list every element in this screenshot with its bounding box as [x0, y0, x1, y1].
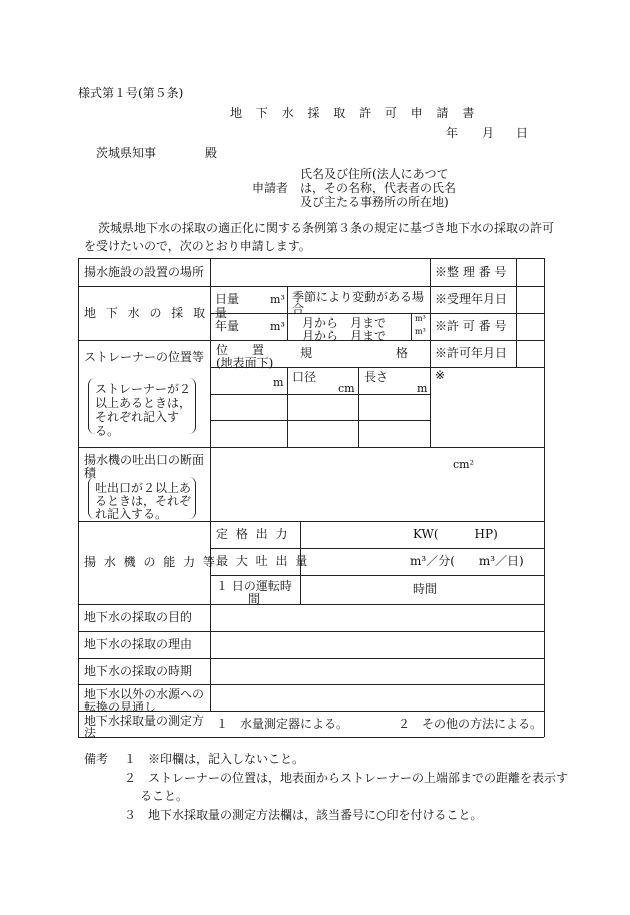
note-2a: ２ ストレーナーの位置は，地表面からストレーナーの上端部までの距離を表示す	[124, 771, 569, 785]
note-2b: ること。	[140, 789, 189, 803]
amount-label: 地 下 水 の 採 取 量	[84, 305, 230, 320]
strainer-note-4: る。	[95, 424, 120, 438]
note-3: ３ 地下水採取量の測定方法欄は，該当番号に○印を付けること。	[124, 808, 483, 822]
outlet-note-1: 吐出口が２以上あ	[95, 481, 192, 495]
date-month: 月	[482, 126, 495, 140]
max-discharge-label: 最 大 吐 出 量	[216, 554, 310, 568]
applicant-note-1: 氏名及び住所(法人にあつて	[300, 167, 449, 181]
period-label: 地下水の採取の時期	[84, 663, 193, 678]
seasonal-unit-1: m³	[415, 314, 426, 323]
daily-unit: m³	[270, 293, 285, 306]
position-sub-label: (地表面下)	[216, 356, 274, 370]
strainer-label: ストレーナーの位置等	[84, 350, 205, 364]
purpose-label: 地下水の採取の目的	[84, 610, 193, 624]
position-label: 位 置	[216, 343, 265, 357]
length-label: 長さ	[364, 370, 389, 384]
max-discharge-unit: m³／分( m³／日)	[410, 554, 524, 568]
method-option-1: １ 水量測定器による。	[216, 716, 349, 731]
kome-mark: ※	[435, 368, 446, 382]
seasonal-unit-2: m³	[415, 327, 426, 336]
month-range-1: 月から 月まで	[302, 316, 387, 330]
outlet-note-3: れ記入する。	[95, 507, 168, 521]
permit-number-label: ※許 可 番 号	[435, 319, 507, 333]
strainer-note-3: それぞれ記入す	[95, 410, 180, 424]
diameter-label: 口径	[292, 370, 317, 384]
addressee: 茨城県知事	[96, 146, 157, 160]
date-year: 年	[446, 126, 459, 140]
method-label-1: 地下水採取量の測定方	[84, 714, 205, 728]
received-date-label: ※受理年月日	[435, 292, 508, 306]
seiri-number-label: ※整 理 番 号	[435, 264, 507, 279]
seasonal-line-2: 合	[292, 302, 305, 316]
outlet-label-2: 積	[84, 466, 97, 480]
strainer-note-1: ストレーナーが２	[95, 382, 192, 396]
strainer-note-2: 以上あるときは，	[95, 396, 192, 410]
diameter-unit: cm	[338, 382, 355, 395]
permit-date-label: ※許可年月日	[435, 346, 508, 360]
annual-label: 年量	[215, 319, 240, 333]
location-label: 揚水施設の設置の場所	[84, 264, 205, 279]
intro-line-2: を受けたいので，次のとおり申請します。	[84, 239, 311, 253]
conversion-label-2: 転換の見通し	[84, 700, 157, 714]
method-label-2: 法	[84, 726, 97, 740]
op-time-label-1: １ 日の運転時	[216, 579, 292, 593]
outlet-label-1: 揚水機の吐出口の断面	[84, 453, 205, 467]
position-unit: m	[273, 376, 284, 389]
intro-line-1: 茨城県地下水の採取の適正化に関する条例第３条の規定に基づき地下水の採取の許可	[98, 221, 555, 235]
length-unit: m	[417, 382, 428, 395]
hours-unit: 時間	[413, 582, 438, 596]
applicant-note-3: 及び主たる事務所の所在地)	[300, 195, 449, 209]
reason-label: 地下水の採取の理由	[84, 637, 193, 651]
annual-unit: m³	[270, 320, 285, 333]
date-day: 日	[516, 126, 529, 140]
op-time-label-2: 間	[248, 592, 261, 606]
conversion-label-1: 地下水以外の水源への	[84, 687, 205, 701]
document-title: 地 下 水 採 取 許 可 申 請 書	[230, 106, 480, 120]
applicant-note-2: は，その名称，代表者の氏名	[300, 181, 457, 195]
notes-label: 備考	[84, 752, 109, 766]
method-option-2: ２ その他の方法による。	[398, 716, 543, 731]
outlet-unit: cm²	[453, 458, 475, 471]
capacity-label: 揚 水 機 の 能 力 等	[84, 555, 217, 569]
daily-label: 日量	[215, 292, 240, 306]
rated-output-unit: KW( HP)	[413, 527, 498, 541]
spec-label: 規 格	[300, 346, 409, 360]
addressee-suffix: 殿	[205, 146, 218, 160]
outlet-note-2: るときは，それぞ	[95, 494, 192, 508]
form-number: 様式第１号(第５条)	[78, 86, 184, 100]
seasonal-line-1: 季節により変動がある場	[292, 290, 425, 304]
rated-output-label: 定 格 出 力	[216, 527, 290, 541]
month-range-2: 月から 月まで	[302, 329, 387, 343]
note-1: １ ※印欄は，記入しないこと。	[124, 752, 305, 766]
applicant-label: 申請者	[252, 181, 289, 195]
